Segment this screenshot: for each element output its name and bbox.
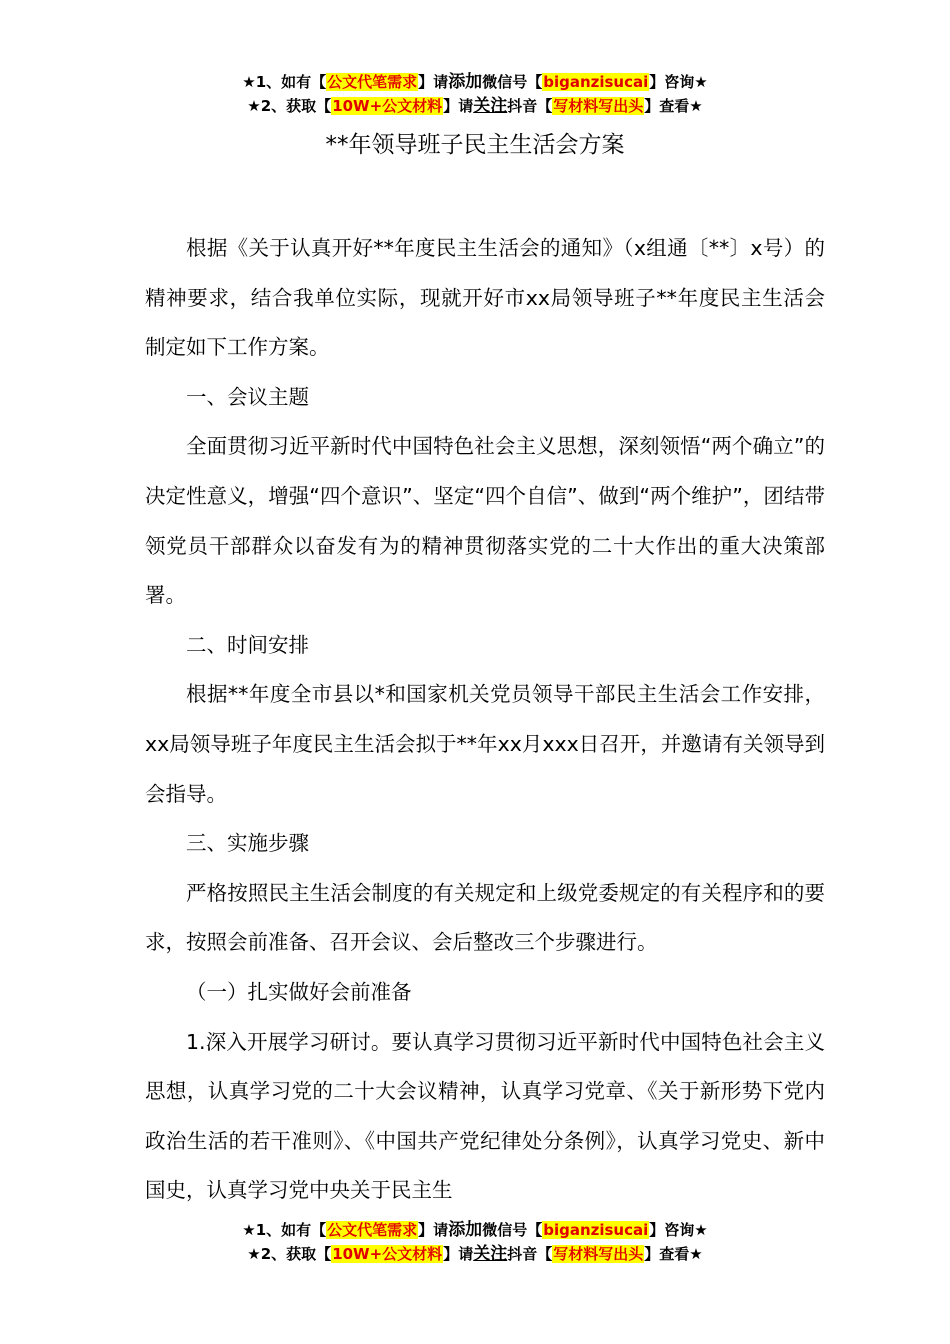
banner-line-2	[0, 1242, 950, 1266]
banner-emphasis: 关注	[473, 96, 508, 116]
banner-line-2	[0, 94, 950, 118]
banner-text: 】查看★	[644, 1245, 703, 1263]
footer-banner	[0, 1218, 950, 1266]
banner-text: 】请	[443, 1245, 474, 1263]
header-banner	[0, 70, 950, 118]
banner-text: 】请	[418, 1221, 449, 1239]
paragraph: 根据**年度全市县以*和国家机关党员领导干部民主生活会工作安排，xx局领导班子年度民主生活会拟于**年xx月xxx日召开，并邀请有关领导到会指导。	[145, 682, 825, 806]
banner-highlight: 写材料写出头	[553, 97, 644, 115]
section-heading: 三、实施步骤	[186, 831, 309, 856]
banner-emphasis: 关注	[473, 1244, 508, 1264]
banner-highlight: 10W+公文材料	[332, 1245, 443, 1263]
banner-text: 】咨询★	[649, 1221, 708, 1239]
banner-wechat-id: biganzisucai	[543, 1221, 649, 1239]
banner-highlight: 公文代笔需求	[327, 73, 418, 91]
paragraph: 1.深入开展学习研讨。要认真学习贯彻习近平新时代中国特色社会主义思想，认真学习党的二十大会议精神，认真学习党章、《关于新形势下党内政治生活的若干准则》、《中国共产党纪律处分条例》，认真学习党史、新中国史，认真学习党中央关于民主生	[145, 1029, 825, 1203]
banner-text: ★2、获取【	[247, 1245, 332, 1263]
section-heading: 二、时间安排	[186, 632, 309, 657]
banner-wechat-id: biganzisucai	[543, 73, 649, 91]
paragraph: 全面贯彻习近平新时代中国特色社会主义思想，深刻领悟“两个确立”的决定性意义，增强“四个意识”、坚定“四个自信”、做到“两个维护”，团结带领党员干部群众以奋发有为的精神贯彻落实党的二十大作出的重大决策部署。	[145, 434, 825, 608]
banner-text: 】请	[443, 97, 474, 115]
banner-text: ★1、如有【	[242, 1221, 327, 1239]
banner-text: 微信号【	[482, 1221, 543, 1239]
banner-text: 微信号【	[482, 73, 543, 91]
banner-text: ★1、如有【	[242, 73, 327, 91]
subsection-heading: （一）扎实做好会前准备	[186, 979, 412, 1004]
banner-text: 】咨询★	[649, 73, 708, 91]
banner-line-1	[0, 1218, 950, 1242]
document-title: **年领导班子民主生活会方案	[325, 132, 625, 158]
section-heading: 一、会议主题	[186, 384, 309, 409]
paragraph-intro: 根据《关于认真开好**年度民主生活会的通知》（x组通〔**〕x号）的精神要求，结合我单位实际，现就开好市xx局领导班子**年度民主生活会制定如下工作方案。	[145, 236, 825, 360]
banner-text: 抖音【	[507, 1245, 553, 1263]
paragraph: 严格按照民主生活会制度的有关规定和上级党委规定的有关程序和的要求，按照会前准备、召开会议、会后整改三个步骤进行。	[145, 880, 825, 955]
banner-highlight: 公文代笔需求	[327, 1221, 418, 1239]
banner-text: 】请	[418, 73, 449, 91]
banner-text: 】查看★	[644, 97, 703, 115]
banner-emphasis: 添加	[448, 1220, 483, 1240]
banner-emphasis: 添加	[448, 72, 483, 92]
banner-line-1	[0, 70, 950, 94]
banner-text: ★2、获取【	[247, 97, 332, 115]
banner-text: 抖音【	[507, 97, 553, 115]
banner-highlight: 写材料写出头	[553, 1245, 644, 1263]
banner-highlight: 10W+公文材料	[332, 97, 443, 115]
document-body	[145, 224, 825, 1216]
